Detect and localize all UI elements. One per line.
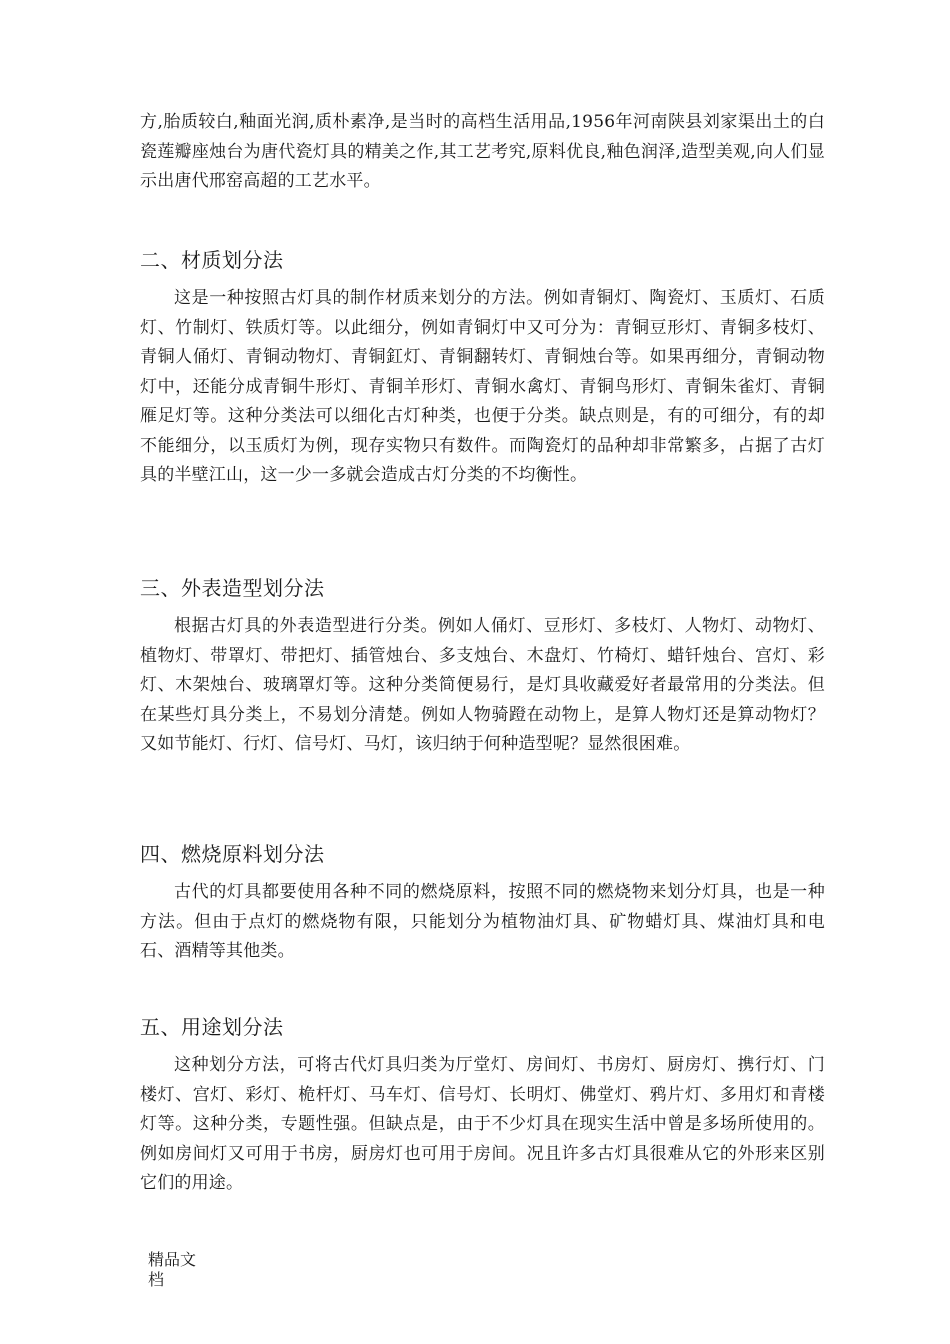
section-fuel <box>140 840 825 967</box>
section-heading: 二、材质划分法 <box>140 248 284 272</box>
section-usage <box>140 1013 825 1199</box>
section-paragraph: 这种划分方法，可将古代灯具归类为厅堂灯、房间灯、书房灯、厨房灯、携行灯、门楼灯、宫灯、彩灯、桅杆灯、马车灯、信号灯、长明灯、佛堂灯、鸦片灯、多用灯和青楼灯等。这种分类，专题性强。但缺点是，由于不少灯具在现实生活中曾是多场所使用的。例如房间灯又可用于书房，厨房灯也可用于房间。况且许多古灯具很难从它的外形来区别它们的用途。 <box>140 1055 825 1193</box>
intro-block <box>140 108 825 197</box>
section-paragraph: 古代的灯具都要使用各种不同的燃烧原料，按照不同的燃烧物来划分灯具，也是一种方法。但由于点灯的燃烧物有限，只能划分为植物油灯具、矿物蜡灯具、煤油灯具和电石、酒精等其他类。 <box>140 882 825 961</box>
section-paragraph: 这是一种按照古灯具的制作材质来划分的方法。例如青铜灯、陶瓷灯、玉质灯、石质灯、竹制灯、铁质灯等。以此细分，例如青铜灯中又可分为：青铜豆形灯、青铜多枝灯、青铜人俑灯、青铜动物灯、青铜釭灯、青铜翻转灯、青铜烛台等。如果再细分，青铜动物灯中，还能分成青铜牛形灯、青铜羊形灯、青铜水禽灯、青铜鸟形灯、青铜朱雀灯、青铜雁足灯等。这种分类法可以细化古灯种类，也便于分类。缺点则是，有的可细分，有的却不能细分，以玉质灯为例，现存实物只有数件。而陶瓷灯的品种却非常繁多，占据了古灯具的半壁江山，这一少一多就会造成古灯分类的不均衡性。 <box>140 288 825 485</box>
intro-paragraph: 方,胎质较白,釉面光润,质朴素净,是当时的高档生活用品,1956年河南陕县刘家渠出土的白瓷莲瓣座烛台为唐代瓷灯具的精美之作,其工艺考究,原料优良,釉色润泽,造型美观,向人们显示出唐代邢窑高超的工艺水平。 <box>140 112 825 191</box>
section-heading: 三、外表造型划分法 <box>140 576 325 600</box>
section-paragraph: 根据古灯具的外表造型进行分类。例如人俑灯、豆形灯、多枝灯、人物灯、动物灯、植物灯、带罩灯、带把灯、插管烛台、多支烛台、木盘灯、竹椅灯、蜡钎烛台、宫灯、彩灯、木架烛台、玻璃罩灯等。这种分类简便易行，是灯具收藏爱好者最常用的分类法。但在某些灯具分类上，不易划分清楚。例如人物骑蹬在动物上，是算人物灯还是算动物灯？又如节能灯、行灯、信号灯、马灯，该归纳于何种造型呢？显然很困难。 <box>140 616 825 754</box>
section-shape <box>140 574 825 760</box>
section-heading: 四、燃烧原料划分法 <box>140 842 325 866</box>
footer-watermark: 精品文档 <box>148 1250 197 1289</box>
section-heading: 五、用途划分法 <box>140 1015 284 1039</box>
section-material <box>140 246 825 491</box>
